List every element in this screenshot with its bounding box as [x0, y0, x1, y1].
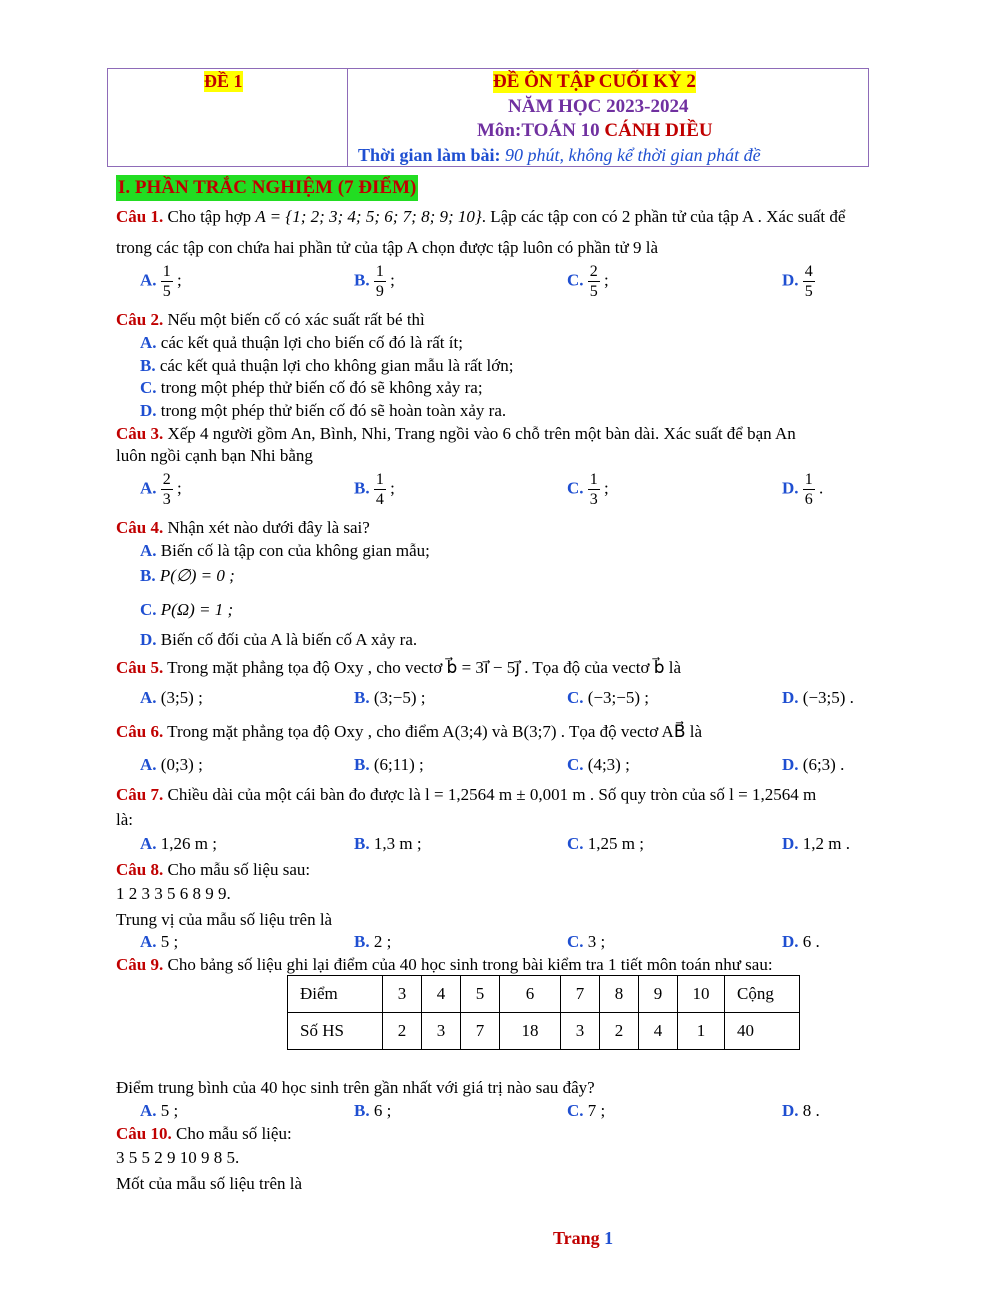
q6-label: Câu 6.: [116, 722, 164, 741]
fraction: $\frac{2}{5}$: [589, 263, 598, 300]
question-7: [116, 785, 816, 805]
q1-text-2: . Lập các tập con có 2 phần tử của tập A . Xác suất để: [481, 207, 846, 226]
option-letter: B.: [354, 270, 370, 290]
q7-option-c: C. 1,25 m ;: [567, 834, 644, 853]
q7-option-a: A. 1,26 m ;: [140, 834, 217, 853]
q2-option-a: A. các kết quả thuận lợi cho biến cố đó là rất ít;: [140, 333, 463, 352]
table-cell: 3: [561, 1013, 600, 1050]
q10-label: Câu 10.: [116, 1124, 172, 1143]
fraction: $\frac{1}{3}$: [589, 471, 598, 508]
table-cell: Điểm: [288, 976, 383, 1013]
subject-book: CÁNH DIỀU: [604, 120, 713, 141]
q1-option-a: A. $\frac{1}{5}$ ;: [140, 263, 182, 300]
page-number: 1: [604, 1228, 614, 1248]
q4-text: Nhận xét nào dưới đây là sai?: [163, 518, 370, 537]
question-1: [116, 207, 845, 227]
fraction: $\frac{1}{6}$: [804, 471, 813, 508]
q9-option-a: A. 5 ;: [140, 1101, 179, 1120]
subject-line: [477, 120, 713, 142]
q2-option-c: C. trong một phép thử biến cố đó sẽ không xảy ra;: [140, 378, 483, 397]
table-cell: Cộng: [725, 976, 800, 1013]
table-row: [288, 976, 800, 1013]
question-2: [116, 310, 425, 330]
table-cell: 9: [639, 976, 678, 1013]
q3-option-d: D. $\frac{1}{6}$ .: [782, 471, 824, 508]
q10-line-3: Mốt của mẫu số liệu trên là: [116, 1174, 303, 1193]
section-heading: I. PHẦN TRẮC NGHIỆM (7 ĐIỂM): [116, 175, 418, 201]
q5-label: Câu 5.: [116, 658, 164, 677]
q3-label: Câu 3.: [116, 424, 164, 443]
q1-text: Cho tập hợp: [163, 207, 256, 226]
q3-line-2: luôn ngồi cạnh bạn Nhi bằng: [116, 446, 313, 465]
q1-option-b: B. $\frac{1}{9}$ ;: [354, 263, 395, 300]
q9-option-d: D. 8 .: [782, 1101, 820, 1120]
q8-option-a: A. 5 ;: [140, 932, 179, 951]
time-label: Thời gian làm bài:: [358, 145, 501, 165]
q7-line-2: là:: [116, 810, 133, 829]
q5-option-c: C. (−3;−5) ;: [567, 688, 649, 707]
q2-text: Nếu một biến cố có xác suất rất bé thì: [163, 310, 425, 329]
q8-option-d: D. 6 .: [782, 932, 820, 951]
table-cell: 40: [725, 1013, 800, 1050]
time-line: [358, 145, 761, 166]
table-cell: 1: [678, 1013, 725, 1050]
fraction: $\frac{2}{3}$: [162, 471, 171, 508]
q6-text: Trong mặt phẳng tọa độ Oxy , cho điểm A(3;4) và B(3;7) . Tọa độ vectơ AB⃗ là: [163, 722, 703, 741]
fraction: $\frac{4}{5}$: [804, 263, 813, 300]
table-cell: 3: [422, 1013, 461, 1050]
question-3: [116, 424, 796, 444]
table-cell: 10: [678, 976, 725, 1013]
q7-option-b: B. 1,3 m ;: [354, 834, 422, 853]
question-10: [116, 1124, 292, 1144]
q8-text: Cho mẫu số liệu sau:: [163, 860, 311, 879]
q8-option-c: C. 3 ;: [567, 932, 606, 951]
q9-text: Cho bảng số liệu ghi lại điểm của 40 học sinh trong bài kiểm tra 1 tiết môn toán như sau:: [163, 955, 773, 974]
q7-text: Chiều dài của một cái bàn đo được là l = 1,2564 m ± 0,001 m . Số quy tròn của số l = 1,2564 m: [163, 785, 817, 804]
q9-option-b: B. 6 ;: [354, 1101, 392, 1120]
page-footer: [553, 1228, 613, 1249]
header-left-cell: [108, 69, 348, 166]
q10-data: 3 5 5 2 9 10 9 8 5.: [116, 1148, 240, 1167]
q8-label: Câu 8.: [116, 860, 164, 879]
q6-option-b: B. (6;11) ;: [354, 755, 424, 774]
fraction: $\frac{1}{4}$: [375, 471, 384, 508]
q3-option-a: A. $\frac{2}{3}$ ;: [140, 471, 182, 508]
table-row: [288, 1013, 800, 1050]
table-cell: Số HS: [288, 1013, 383, 1050]
q7-label: Câu 7.: [116, 785, 164, 804]
table-cell: 3: [383, 976, 422, 1013]
q5-option-d: D. (−3;5) .: [782, 688, 854, 707]
q2-label: Câu 2.: [116, 310, 164, 329]
q9-label: Câu 9.: [116, 955, 164, 974]
q4-option-d: D. Biến cố đối của A là biến cố A xảy ra.: [140, 630, 418, 649]
q1-option-c: C. $\frac{2}{5}$ ;: [567, 263, 609, 300]
q8-option-b: B. 2 ;: [354, 932, 392, 951]
q1-label: Câu 1.: [116, 207, 164, 226]
q5-option-a: A. (3;5) ;: [140, 688, 203, 707]
q1-option-d: [782, 262, 815, 301]
question-9: [116, 955, 773, 975]
fraction: $\frac{1}{9}$: [375, 263, 384, 300]
q4-option-a: A. Biến cố là tập con của không gian mẫu;: [140, 541, 430, 560]
q6-option-c: C. (4;3) ;: [567, 755, 630, 774]
table-cell: 8: [600, 976, 639, 1013]
table-cell: 4: [639, 1013, 678, 1050]
q1-line-2: trong các tập con chứa hai phần tử của tập A chọn được tập luôn có phần tử 9 là: [116, 238, 658, 257]
option-letter: D.: [782, 270, 799, 290]
q4-label: Câu 4.: [116, 518, 164, 537]
q5-option-b: B. (3;−5) ;: [354, 688, 426, 707]
q4-option-c: C. P(Ω) = 1 ;: [140, 600, 234, 619]
exam-title: ĐỀ ÔN TẬP CUỐI KỲ 2: [493, 71, 696, 92]
q9-line-3: Điểm trung bình của 40 học sinh trên gần nhất với giá trị nào sau đây?: [116, 1078, 595, 1097]
question-5: [116, 658, 681, 678]
table-cell: 18: [500, 1013, 561, 1050]
q2-option-d: D. trong một phép thử biến cố đó sẽ hoàn toàn xảy ra.: [140, 401, 507, 420]
q9-option-c: C. 7 ;: [567, 1101, 606, 1120]
footer-prefix: Trang: [553, 1228, 605, 1248]
exam-number: ĐỀ 1: [204, 71, 243, 91]
question-6: [116, 722, 702, 742]
q5-text: Trong mặt phẳng tọa độ Oxy , cho vectơ b⃗ = 3i⃗ − 5j⃗ . Tọa độ của vectơ b⃗ là: [163, 658, 682, 677]
time-value: 90 phút, không kể thời gian phát đề: [500, 145, 761, 165]
q10-text: Cho mẫu số liệu:: [171, 1124, 292, 1143]
q6-option-d: D. (6;3) .: [782, 755, 845, 774]
option-letter: C.: [567, 270, 584, 290]
table-cell: 6: [500, 976, 561, 1013]
score-table: [287, 975, 800, 1050]
header-table: [107, 68, 869, 167]
q4-option-b: B. P(∅) = 0 ;: [140, 566, 235, 585]
subject-prefix: Môn:TOÁN 10: [477, 120, 605, 141]
question-4: [116, 518, 370, 538]
question-8: [116, 860, 310, 880]
table-cell: 5: [461, 976, 500, 1013]
q6-option-a: A. (0;3) ;: [140, 755, 203, 774]
table-cell: 7: [461, 1013, 500, 1050]
table-cell: 4: [422, 976, 461, 1013]
q8-line-3: Trung vị của mẫu số liệu trên là: [116, 910, 333, 929]
q2-option-b: B. các kết quả thuận lợi cho không gian mẫu là rất lớn;: [140, 356, 514, 375]
table-cell: 2: [600, 1013, 639, 1050]
q8-data: 1 2 3 3 5 6 8 9 9.: [116, 884, 231, 903]
table-cell: 7: [561, 976, 600, 1013]
q3-option-c: C. $\frac{1}{3}$ ;: [567, 471, 609, 508]
option-letter: A.: [140, 270, 157, 290]
table-cell: 2: [383, 1013, 422, 1050]
q3-text: Xếp 4 người gồm An, Bình, Nhi, Trang ngồi vào 6 chỗ trên một bàn dài. Xác suất để bạn An: [163, 424, 796, 443]
q3-option-b: B. $\frac{1}{4}$ ;: [354, 471, 395, 508]
school-year: NĂM HỌC 2023-2024: [508, 96, 689, 117]
q1-set: A = {1; 2; 3; 4; 5; 6; 7; 8; 9; 10}: [255, 207, 482, 226]
fraction: $\frac{1}{5}$: [162, 263, 171, 300]
q7-option-d: D. 1,2 m .: [782, 834, 851, 853]
